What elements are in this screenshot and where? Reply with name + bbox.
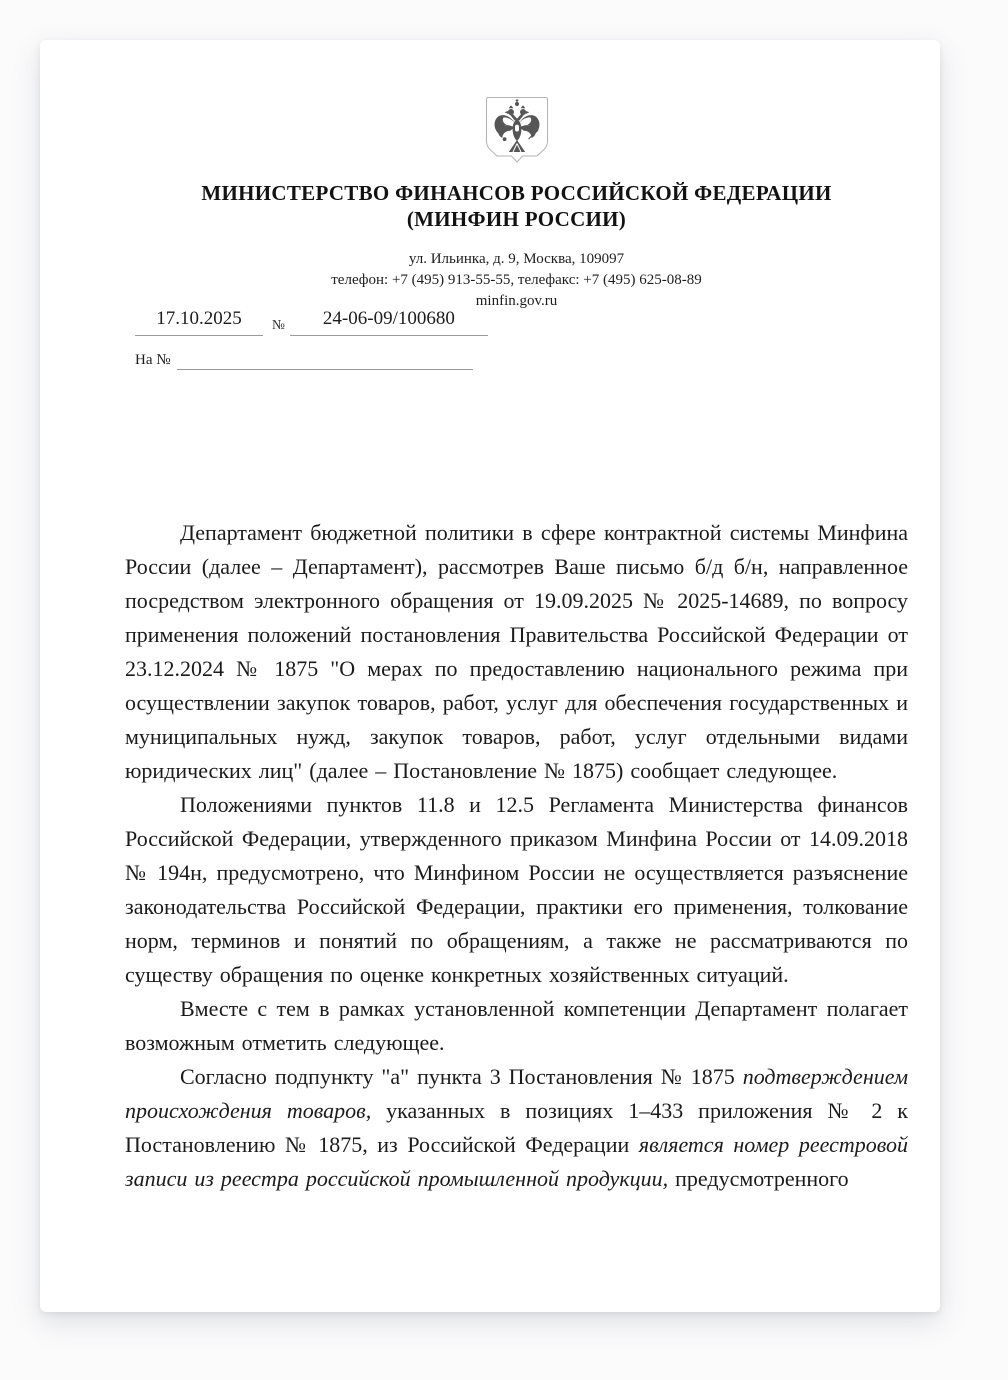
body-paragraph	[125, 516, 908, 788]
paragraph-segment: указанных в позициях 1–433 приложения № 2 к Постановлению № 1875, из Российской Федерации	[125, 1098, 908, 1157]
body-paragraph	[125, 1060, 908, 1196]
outgoing-number: 24-06-09/100680	[290, 308, 488, 336]
paragraph-segment: Департамент бюджетной политики в сфере контрактной системы Минфина России (далее – Департамент), рассмотрев Ваше письмо б/д б/н, направленное посредством электронного обращения от 19.09.2025 № 2025-14689, по вопросу применения положений постановления Правительства Российской Федерации от 23.12.2024 № 1875 "О мерах по предоставлению национального режима при осуществлении закупок товаров, работ, услуг для обеспечения государственных и муниципальных нужд, закупок товаров, работ, услуг отдельными видами юридических лиц" (далее – Постановление № 1875) сообщает следующее.	[125, 520, 908, 783]
address-street: ул. Ильинка, д. 9, Москва, 109097	[408, 251, 625, 267]
letter-page	[40, 40, 940, 1312]
date-number-row	[135, 308, 595, 336]
letter-date: 17.10.2025	[135, 308, 263, 336]
double-headed-eagle-icon	[484, 96, 550, 164]
paragraph-segment: предусмотренного	[668, 1166, 849, 1191]
address-website: minfin.gov.ru	[475, 293, 558, 309]
letterhead	[125, 40, 908, 312]
letter-body	[125, 516, 908, 1196]
paragraph-segment: Положениями пунктов 11.8 и 12.5 Регламента Министерства финансов Российской Федерации, утвержденного приказом Минфина России от 14.09.2018 № 194н, предусмотрено, что Минфином России не осуществляется разъяснение законодательства Российской Федерации, практики его применения, толкование норм, терминов и понятий по обращениям, а также не рассматриваются по существу обращения по оценке конкретных хозяйственных ситуаций.	[125, 792, 908, 987]
paragraph-segment: Вместе с тем в рамках установленной компетенции Департамент полагает возможным отметить следующее.	[125, 996, 908, 1055]
reference-block	[135, 308, 595, 370]
ministry-title-line1: МИНИСТЕРСТВО ФИНАНСОВ РОССИЙСКОЙ ФЕДЕРАЦИИ	[201, 181, 832, 205]
coat-of-arms-emblem	[484, 96, 550, 164]
number-sign: №	[272, 317, 285, 332]
paragraph-segment-italic: является номер реестровой записи из реестра российской промышленной продукции,	[125, 1132, 909, 1191]
address-phones: телефон: +7 (495) 913-55-55, телефакс: +7 (495) 625-08-89	[331, 272, 702, 288]
paragraph-segment: Согласно подпункту "а" пункта 3 Постановления № 1875	[180, 1064, 743, 1089]
ministry-title-line2: (МИНФИН РОССИИ)	[406, 207, 627, 231]
reply-to-blank-line	[177, 353, 473, 370]
reply-to-row	[135, 352, 595, 370]
reply-to-label: На №	[135, 352, 171, 368]
paragraph-segment-italic: подтверждением происхождения товаров,	[125, 1064, 908, 1123]
body-paragraph	[125, 992, 908, 1060]
body-paragraph	[125, 788, 908, 992]
